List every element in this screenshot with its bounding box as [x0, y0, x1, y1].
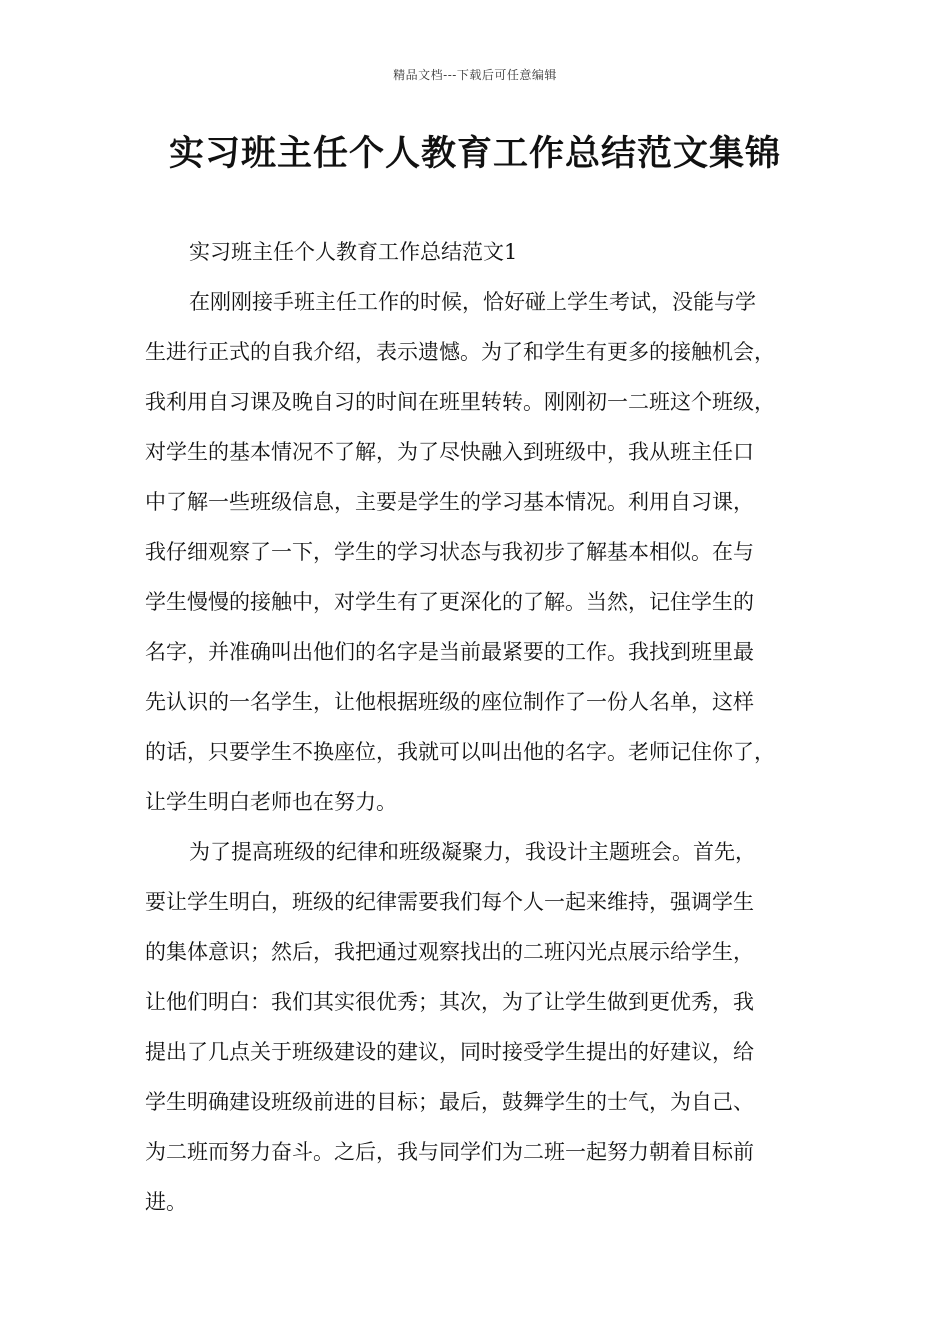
paragraph-line: 名字，并准确叫出他们的名字是当前最紧要的工作。我找到班里最 [145, 640, 754, 664]
paragraph-line: 要让学生明白，班级的纪律需要我们每个人一起来维持，强调学生 [145, 890, 754, 914]
paragraph-line: 学生慢慢的接触中，对学生有了更深化的了解。当然，记住学生的 [145, 590, 754, 614]
paragraph-line: 为二班而努力奋斗。之后，我与同学们为二班一起努力朝着目标前 [145, 1140, 754, 1164]
paragraph-line: 中了解一些班级信息，主要是学生的学习基本情况。利用自习课， [145, 490, 754, 514]
paragraph-line: 提出了几点关于班级建设的建议，同时接受学生提出的好建议，给 [145, 1040, 754, 1064]
paragraph-line: 的话，只要学生不换座位，我就可以叫出他的名字。老师记住你了， [145, 740, 775, 764]
paragraph-line: 学生明确建设班级前进的目标；最后，鼓舞学生的士气，为自己、 [145, 1090, 754, 1114]
paragraph-line: 对学生的基本情况不了解，为了尽快融入到班级中，我从班主任口 [145, 440, 754, 464]
document-body [145, 227, 821, 1227]
document-title: 实习班主任个人教育工作总结范文集锦 [168, 133, 781, 174]
paragraph-line: 让学生明白老师也在努力。 [145, 790, 397, 814]
paragraph-line: 在刚刚接手班主任工作的时候，恰好碰上学生考试，没能与学 [189, 290, 756, 314]
paragraph-1 [145, 277, 821, 827]
paragraph-line: 生进行正式的自我介绍，表示遗憾。为了和学生有更多的接触机会， [145, 340, 775, 364]
paragraph-line: 我仔细观察了一下，学生的学习状态与我初步了解基本相似。在与 [145, 540, 754, 564]
paragraph-line: 让他们明白：我们其实很优秀；其次，为了让学生做到更优秀，我 [145, 990, 754, 1014]
paragraph-line: 先认识的一名学生，让他根据班级的座位制作了一份人名单，这样 [145, 690, 754, 714]
paragraph-2 [145, 827, 821, 1227]
paragraph-line: 我利用自习课及晚自习的时间在班里转转。刚刚初一二班这个班级， [145, 390, 775, 414]
section-heading: 实习班主任个人教育工作总结范文1 [189, 240, 518, 264]
paragraph-line: 的集体意识；然后，我把通过观察找出的二班闪光点展示给学生， [145, 940, 754, 964]
paragraph-line: 为了提高班级的纪律和班级凝聚力，我设计主题班会。首先， [189, 840, 756, 864]
paragraph-line: 进。 [145, 1190, 187, 1214]
header-note: 精品文档---下载后可任意编辑 [393, 68, 557, 82]
